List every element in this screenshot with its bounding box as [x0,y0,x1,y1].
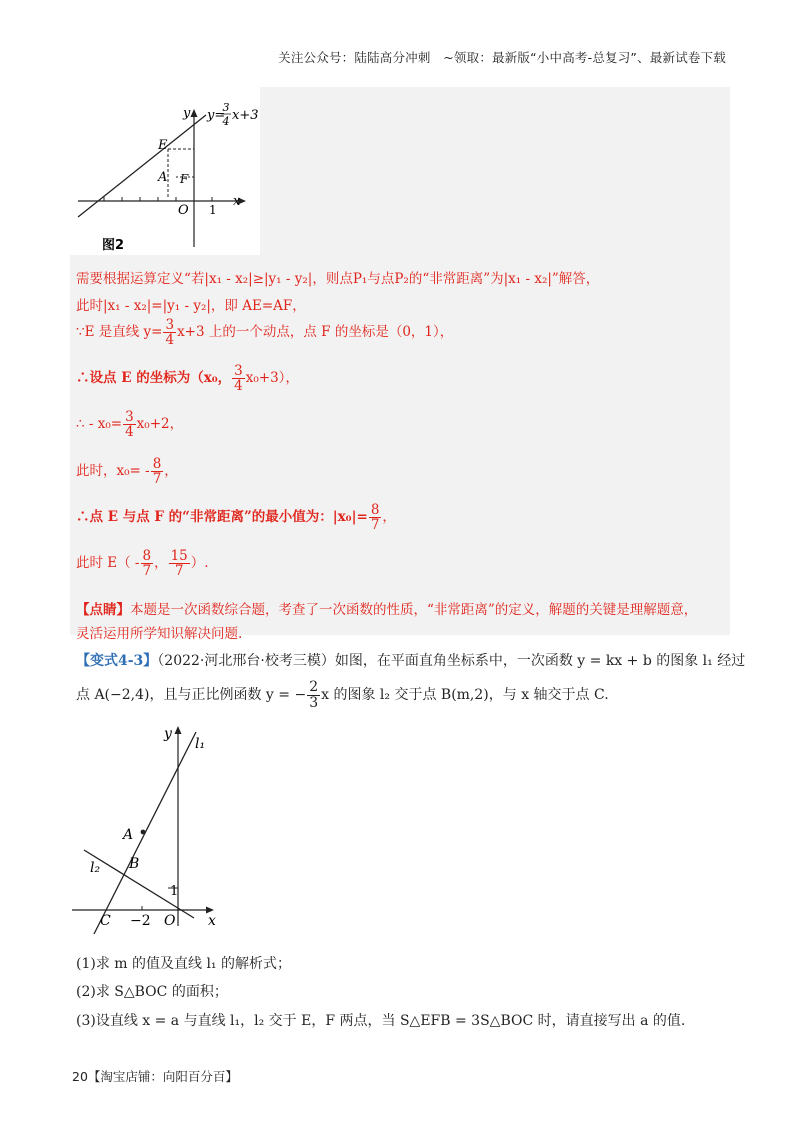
label-one: 1 [209,203,217,217]
frac-3-4 [163,318,176,347]
frac-num: 3 [125,409,134,425]
figure-2 [70,87,260,255]
y-axis-arrow [191,109,198,117]
dianjing-tag: 【点睛】 [76,602,130,618]
label-b: B [129,856,140,872]
frac-den: 7 [174,563,184,580]
sol-3a: ∵E 是直线 y= [76,324,163,341]
label-c: C [100,913,111,929]
frac-den: 7 [370,517,380,534]
frac-8-7 [151,457,164,486]
frac-num: 8 [152,456,162,472]
eq-den: 4 [222,115,230,128]
problem-line-1 [76,650,745,670]
problem-text-1: （2022·河北邢台·校考三模）如图，在平面直角坐标系中，一次函数 y = kx + b 的图象 l₁ 经过 [157,653,746,669]
problem-tag: 【变式4-3】 [76,653,158,669]
label-x: x [233,194,241,209]
x-ticks [104,197,212,201]
solution-line-1: 需要根据运算定义“若|x₁ - x₂|≥|y₁ - y₂|，则点P₁与点P₂的“非常距离”为|x₁ - x₂|”解答， [76,271,600,287]
frac-2-3 [307,680,320,710]
label-l1: l₁ [195,736,206,752]
frac-den: 7 [152,471,162,488]
label-o: O [164,913,176,929]
sol-7b: ， [382,509,396,526]
frac-num: 2 [309,679,319,695]
dianjing-line-1 [76,598,697,618]
question-3: (3)设直线 x = a 与直线 l₁，l₂ 交于 E，F 两点，当 S△EFB = 3S△BOC 时，请直接写出 a 的值. [76,1013,686,1029]
eq-num: 3 [222,101,230,114]
sol-4b: x₀+3）， [245,370,299,387]
label-e: E [158,138,168,153]
frac-num: 15 [170,548,188,564]
frac-den: 7 [142,563,152,580]
sol-4a: ∴设点 E 的坐标为（x₀， [76,370,232,387]
solution-line-4 [76,364,299,393]
frac-8-7 [369,503,382,532]
sol-5b: x₀+2， [136,416,184,433]
sol-8b: ）. [190,555,209,572]
solution-line-2: 此时|x₁ - x₂|=|y₁ - y₂|，即 AE=AF， [76,298,306,314]
figure-2-graph [70,87,260,255]
y-axis-arrow [175,726,182,734]
label-a: A [123,827,134,843]
label-a: A [158,170,168,185]
label-y: y [183,106,191,121]
problem-2b: x 的图象 l₂ 交于点 B(m,2)，与 x 轴交于点 C. [321,687,609,704]
label-one: 1 [170,884,179,899]
label-y: y [164,726,172,742]
label-f: F [180,172,189,186]
frac-den: 4 [165,332,175,349]
solution-line-5 [76,410,183,439]
figure-2-caption: 图2 [102,238,125,253]
page-footer: 20【淘宝店铺：向阳百分百】 [72,1069,238,1084]
label-o: O [178,203,189,218]
sol-6a: 此时，x₀= - [76,463,150,480]
solution-line-3 [76,318,453,347]
dianjing-text-1: 本题是一次函数综合题，考查了一次函数的性质，“非常距离”的定义，解题的关键是理解题意， [130,602,698,618]
question-1: (1)求 m 的值及直线 l₁ 的解析式； [76,956,291,972]
sol-5a: ∴ - x₀= [76,416,123,433]
frac-3-4 [232,364,245,393]
solution-line-8 [76,549,209,578]
solution-line-6 [76,457,178,486]
page-header: 关注公众号：陆陆高分冲刺 ~领取：最新版“小中高考-总复习”、最新试卷下载 [278,50,726,65]
figure-3 [68,720,228,935]
frac-8-7 [141,549,154,578]
label-minus-two: −2 [130,913,151,929]
problem-2a: 点 A(−2,4)，且与正比例函数 y = − [76,687,307,704]
line-y-3-4x-plus-3 [78,115,206,217]
frac-num: 3 [165,317,175,333]
question-2: (2)求 S△BOC 的面积； [76,984,228,1000]
dianjing-line-2: 灵活运用所学知识解决问题. [76,626,243,642]
sol-8m: ， [154,555,168,572]
eq-lhs: y= [207,108,226,123]
sol-8a: 此时 E（ - [76,555,140,572]
label-l2: l₂ [90,860,101,876]
problem-line-2 [76,680,609,710]
frac-den: 3 [309,694,319,711]
frac-num: 8 [370,502,380,518]
sol-6b: ， [164,463,178,480]
frac-num: 3 [234,363,243,379]
frac-15-7 [169,549,190,578]
solution-line-7 [76,503,396,532]
frac-den: 4 [125,424,134,441]
frac-den: 4 [234,378,243,395]
point-a [141,830,146,835]
label-x: x [208,913,216,929]
sol-3b: x+3 上的一个动点，点 F 的坐标是（0，1）， [177,324,454,341]
figure-3-graph [68,720,228,935]
frac-num: 8 [142,548,152,564]
frac-3-4 [123,410,136,439]
sol-7a: ∴点 E 与点 F 的“非常距离”的最小值为：|x₀|= [76,509,368,526]
eq-rhs: x+3 [232,108,259,123]
